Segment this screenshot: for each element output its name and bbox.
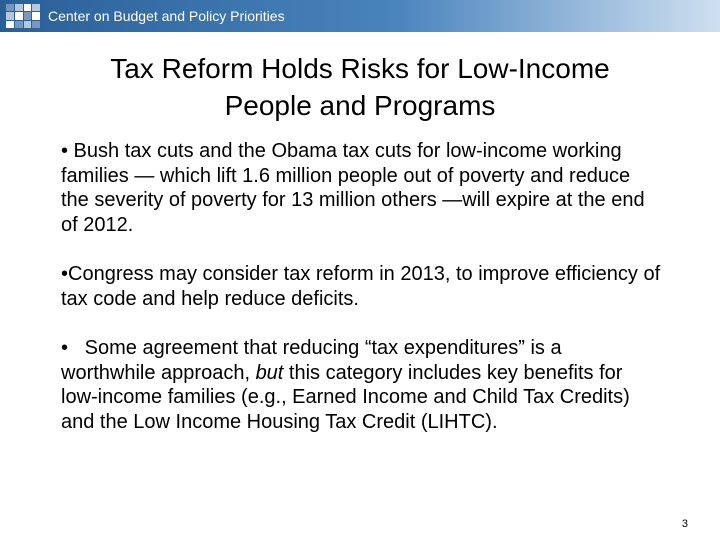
cbpp-grid-logo-icon [6,4,40,28]
header-bar [0,0,720,32]
bullet-item [61,336,661,434]
bullet-text: •Congress may consider tax reform in 2013, to improve efficiency of tax code and help reduce deficits. [61,263,661,310]
bullet-emphasis: but [255,361,284,384]
bullet-text: • Bush tax cuts and the Obama tax cuts for low-income working families — which lift 1.6 million people out of poverty and reduce the severity of poverty for 13 million others —will expire at the end of 2012. [61,140,645,236]
bullet-item [61,139,661,237]
page-number: 3 [681,518,688,530]
title-line-1: Tax Reform Holds Risks for Low-Income [110,53,610,84]
bullet-text: this category includes key benefits for low-income families (e.g., Earned Income and Child Tax Credits) and the Low Income Housing Tax Credit (LIHTC). [61,361,636,433]
bullet-list [61,139,661,434]
bullet-text: • Some agreement that reducing “tax expenditures” is a worthwhile approach, [61,337,568,384]
bullet-item [61,262,661,311]
title-line-2: People and Programs [224,90,496,121]
org-name: Center on Budget and Policy Priorities [48,8,285,24]
slide-title [40,50,680,124]
